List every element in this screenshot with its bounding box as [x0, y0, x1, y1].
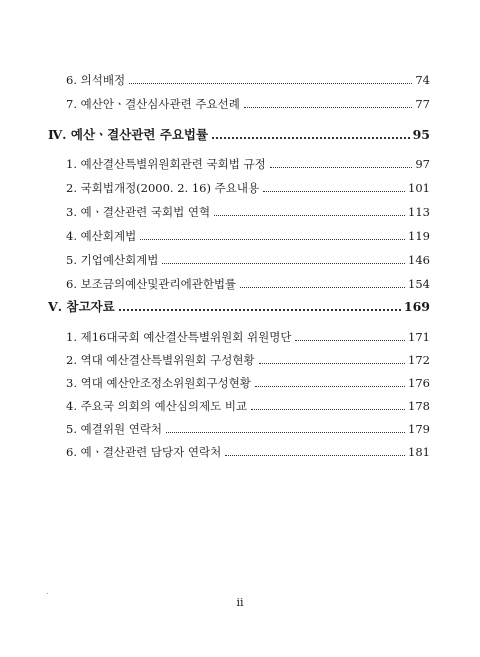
- toc-entry-label: 1. 제16대국회 예산결산특별위원회 위원명단: [66, 330, 292, 344]
- toc-entry-label: 7. 예산안ㆍ결산심사관련 주요선례: [66, 97, 240, 111]
- toc-entry-page: 172: [408, 353, 430, 367]
- toc-entry[interactable]: [66, 96, 430, 112]
- toc-entry-label: 5. 예결위원 연락처: [66, 422, 163, 436]
- dot-leader: [270, 167, 413, 168]
- toc-entry-label: 3. 역대 예산안조정소위원회구성현황: [66, 376, 251, 390]
- toc-entry-page: 171: [408, 330, 430, 344]
- toc-section-title: Ⅴ. 참고자료: [48, 299, 115, 314]
- toc-entry[interactable]: [66, 352, 430, 368]
- toc-entry[interactable]: [66, 398, 430, 414]
- toc-entry-page: 77: [415, 97, 430, 111]
- dot-leader: [240, 287, 405, 288]
- dot-leader: [255, 386, 405, 387]
- toc-entry-page: 179: [408, 422, 430, 436]
- toc-entry[interactable]: [66, 329, 430, 345]
- toc-section-heading[interactable]: [48, 127, 430, 143]
- toc-entry-label: 2. 국회법개정(2000. 2. 16) 주요내용: [66, 181, 260, 195]
- toc-entry-page: 154: [408, 277, 430, 291]
- toc-entry-label: 1. 예산결산특별위원회관련 국회법 규정: [66, 157, 266, 171]
- toc-entry-page: 176: [408, 376, 430, 390]
- toc-entry-label: 4. 주요국 의회의 예산심의제도 비교: [66, 399, 248, 413]
- toc-entry-page: 181: [408, 445, 430, 459]
- toc-entry[interactable]: [66, 228, 430, 244]
- scan-speck: [47, 593, 48, 594]
- toc-entry[interactable]: [66, 204, 430, 220]
- dot-leader: [162, 263, 405, 264]
- page-number: ii: [236, 596, 244, 609]
- dot-leader: [263, 191, 405, 192]
- dot-leader: [259, 363, 405, 364]
- dot-leader: [119, 309, 401, 311]
- toc-section-page: 95: [412, 127, 430, 142]
- dot-leader: [225, 455, 405, 456]
- dot-leader: [295, 340, 405, 341]
- toc-entry[interactable]: [66, 72, 430, 88]
- toc-entry[interactable]: [66, 252, 430, 268]
- toc-entry-label: 6. 의석배정: [66, 73, 126, 87]
- toc-entry[interactable]: [66, 375, 430, 391]
- toc-entry-page: 146: [408, 253, 430, 267]
- dot-leader: [214, 215, 405, 216]
- toc-entry[interactable]: [66, 156, 430, 172]
- toc-entry[interactable]: [66, 276, 430, 292]
- toc-entry-page: 113: [408, 205, 430, 219]
- toc-entry-page: 178: [408, 399, 430, 413]
- toc-section-page: 169: [403, 299, 430, 314]
- toc-entry-label: 2. 역대 예산결산특별위원회 구성현황: [66, 353, 255, 367]
- toc-entry[interactable]: [66, 421, 430, 437]
- toc-entry-page: 97: [415, 157, 430, 171]
- toc-entry-page: 74: [415, 73, 430, 87]
- toc-entry[interactable]: [66, 444, 430, 460]
- toc-entry-label: 4. 예산회계법: [66, 229, 137, 243]
- dot-leader: [212, 137, 410, 139]
- dot-leader: [251, 409, 405, 410]
- dot-leader: [166, 432, 405, 433]
- toc-entry-label: 5. 기업예산회계법: [66, 253, 159, 267]
- toc-section-title: Ⅳ. 예산ㆍ결산관련 주요법률: [48, 127, 209, 142]
- dot-leader: [140, 239, 405, 240]
- toc-entry[interactable]: [66, 180, 430, 196]
- toc-entry-page: 119: [408, 229, 430, 243]
- dot-leader: [129, 83, 412, 84]
- toc-entry-label: 6. 예ㆍ결산관련 담당자 연락처: [66, 445, 222, 459]
- toc-entry-page: 101: [408, 181, 430, 195]
- toc-entry-label: 3. 예ㆍ결산관련 국회법 연혁: [66, 205, 211, 219]
- dot-leader: [244, 107, 413, 108]
- toc-section-heading[interactable]: [48, 299, 430, 315]
- toc-entry-label: 6. 보조금의예산및관리에관한법률: [66, 277, 237, 291]
